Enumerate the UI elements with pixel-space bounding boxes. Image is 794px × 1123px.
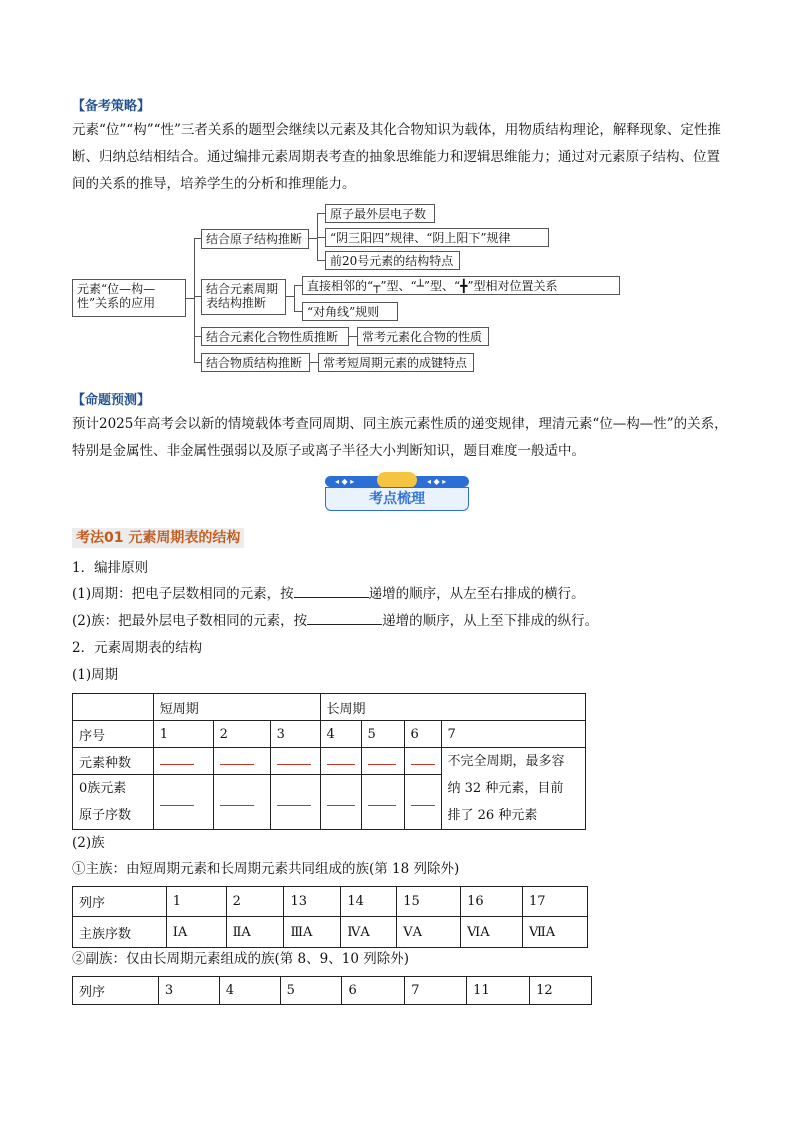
- period7-note: 不完全周期，最多容 纳 32 种元素，目前 排了 26 种元素: [441, 748, 585, 830]
- column-number: 7: [405, 977, 467, 1005]
- sub-group-table: [72, 976, 592, 1005]
- answer-blank[interactable]: [277, 795, 311, 806]
- group-number: ⅦA: [523, 917, 588, 948]
- leaf-yin-yang-rule: “阴三阳四”规律、“阴上阳下”规律: [325, 228, 549, 247]
- period-number: 2: [213, 721, 270, 748]
- prediction-text: 预计2025年高考会以新的情境载体考查同周期、同主族元素性质的递变规律，理清元素“位—构—性”的关系，特别是金属性、非金属性强弱以及原子或离子半径大小判断知识，题目难度一般适中。: [72, 416, 728, 459]
- answer-blank[interactable]: [411, 795, 435, 806]
- column-number: 2: [226, 887, 284, 917]
- column-number: 13: [284, 887, 341, 917]
- group-number: ⅡA: [226, 917, 284, 948]
- period-subheading: (1)周期: [72, 667, 119, 683]
- column-number: 14: [341, 887, 397, 917]
- period-number: 7: [441, 721, 585, 748]
- leaf-bond: 常考短周期元素的成键特点: [318, 353, 474, 372]
- column-number: 1: [166, 887, 226, 917]
- period-number: 1: [153, 721, 213, 748]
- section2-heading: 2．元素周期表的结构: [72, 640, 203, 656]
- period-number: 4: [320, 721, 361, 748]
- banner-title: 考点梳理: [369, 491, 425, 507]
- leaf-adjacent: 直接相邻的“┬”型、“┴”型、“╋”型相对位置关系: [302, 276, 620, 295]
- answer-blank[interactable]: [277, 754, 311, 765]
- period-rule: (1)周期：把电子层数相同的元素，按 递增的顺序，从左至右排成的横行。: [72, 586, 585, 602]
- period-number: 3: [270, 721, 320, 748]
- branch-table: 结合元素周期表结构推断: [201, 279, 286, 315]
- group-blank[interactable]: [307, 612, 382, 625]
- leaf-first20: 前20号元素的结构特点: [325, 251, 460, 270]
- column-number: 4: [219, 977, 280, 1005]
- answer-blank[interactable]: [160, 754, 194, 765]
- answer-blank[interactable]: [220, 795, 254, 806]
- answer-blank[interactable]: [220, 754, 254, 765]
- leaf-diagonal: “对角线”规则: [302, 302, 398, 321]
- banner: ◂ ◆ ▸ ◂ ◆ ▸ 考点梳理: [325, 472, 469, 512]
- column-number: 17: [523, 887, 588, 917]
- branch-bond: 结合物质结构推断: [201, 353, 310, 372]
- answer-blank[interactable]: [368, 795, 396, 806]
- sub-group-heading: ②副族：仅由长周期元素组成的族(第 8、9、10 列除外): [72, 951, 409, 967]
- column-number: 6: [342, 977, 405, 1005]
- col-label: 列序: [73, 977, 159, 1005]
- branch-compound: 结合元素化合物性质推断: [201, 327, 349, 346]
- row-index-label: 序号: [73, 721, 154, 748]
- period-blank[interactable]: [294, 585, 369, 598]
- group-subheading: (2)族: [72, 835, 105, 851]
- strategy-text: 元素“位”“构”“性”三者关系的题型会继续以元素及其化合物知识为载体，用物质结构理论，解释现象、定性推断、归纳总结相结合。通过编排元素周期表考查的抽象思维能力和逻辑思维能力；通过对元素原子结构、位置间的关系的推导，培养学生的分析和推理能力。: [72, 122, 721, 192]
- group-rule: (2)族：把最外层电子数相同的元素，按 递增的顺序，从上至下排成的纵行。: [72, 613, 599, 629]
- leaf-compound: 常考元素化合物的性质: [357, 327, 489, 346]
- group-label: 主族序数: [73, 917, 167, 948]
- row-noble-label: 0族元素 原子序数: [73, 775, 154, 830]
- period-table: [72, 693, 586, 830]
- row-count-label: 元素种数: [73, 748, 154, 775]
- main-group-table: [72, 886, 588, 948]
- short-period-header: 短周期: [153, 694, 320, 721]
- answer-blank[interactable]: [411, 754, 435, 765]
- branch-structure: 结合原子结构推断: [201, 229, 309, 249]
- section1-heading: 1．编排原则: [72, 560, 149, 576]
- group-number: ⅥA: [461, 917, 523, 948]
- period-number: 6: [404, 721, 441, 748]
- column-number: 15: [397, 887, 461, 917]
- group-number: ⅠA: [166, 917, 226, 948]
- group-number: ⅢA: [284, 917, 341, 948]
- column-number: 16: [461, 887, 523, 917]
- column-number: 3: [158, 977, 219, 1005]
- column-number: 11: [467, 977, 530, 1005]
- col-label: 列序: [73, 887, 167, 917]
- kaofa-heading: 考法01 元素周期表的结构: [72, 527, 244, 547]
- period-number: 5: [361, 721, 404, 748]
- long-period-header: 长周期: [320, 694, 585, 721]
- group-number: ⅤA: [397, 917, 461, 948]
- answer-blank[interactable]: [327, 795, 355, 806]
- leaf-outer-electrons: 原子最外层电子数: [325, 204, 435, 223]
- answer-blank[interactable]: [160, 795, 194, 806]
- group-number: ⅣA: [341, 917, 397, 948]
- main-group-heading: ①主族：由短周期元素和长周期元素共同组成的族(第 18 列除外): [72, 861, 460, 877]
- answer-blank[interactable]: [368, 754, 396, 765]
- column-number: 5: [280, 977, 342, 1005]
- diagram-root: 元素“位—构—性”关系的应用: [72, 279, 186, 317]
- prediction-title: 【命题预测】: [72, 393, 151, 408]
- strategy-title: 【备考策略】: [72, 99, 151, 114]
- answer-blank[interactable]: [327, 754, 355, 765]
- column-number: 12: [530, 977, 592, 1005]
